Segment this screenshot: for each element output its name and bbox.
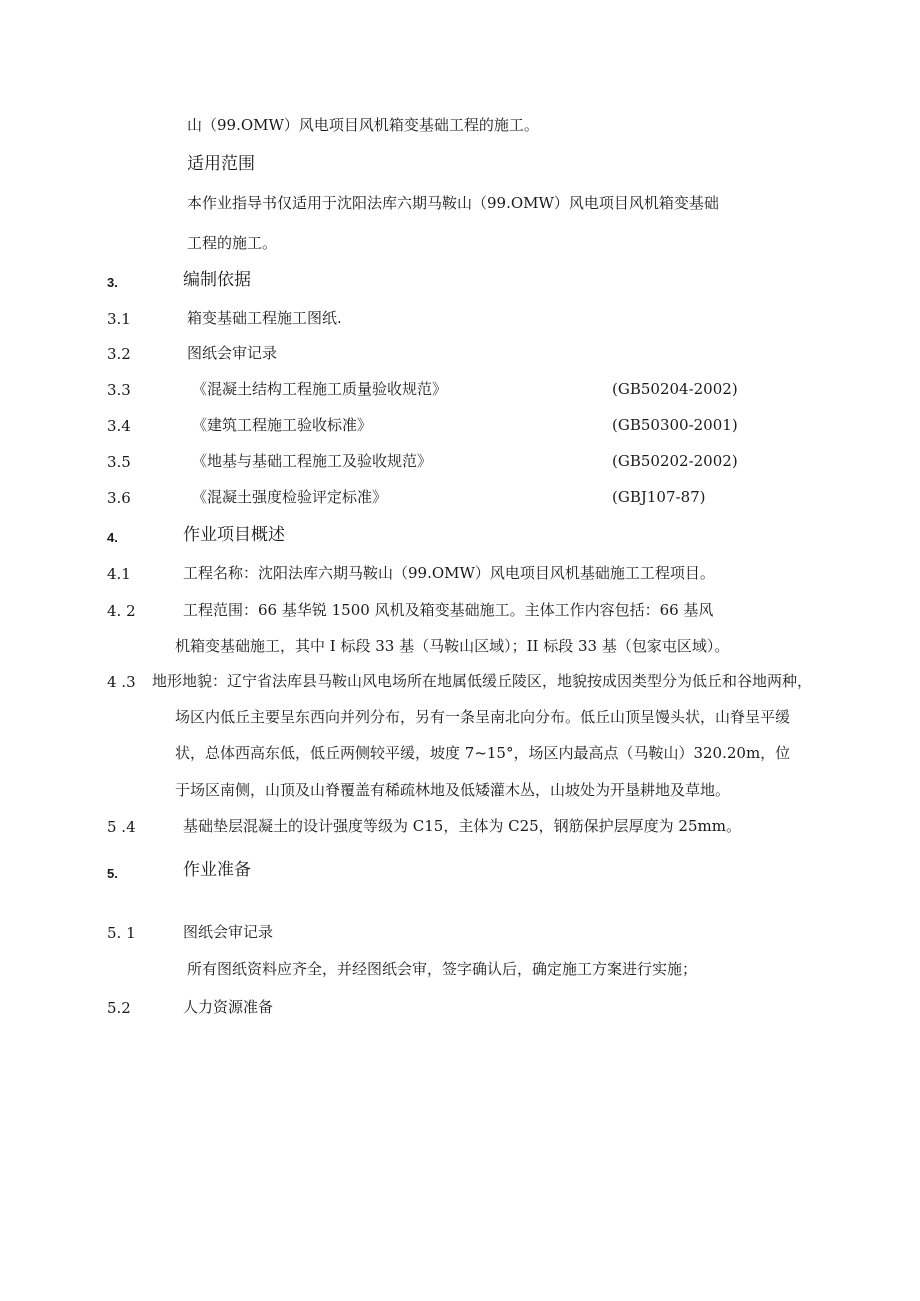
continuation-line: 山（99.OMW）风电项目风机箱变基础工程的施工。 xyxy=(187,116,539,134)
item-4-3-line-3: 状，总体西高东低，低丘两侧较平缓，坡度 7~15°，场区内最高点（马鞍山）320.20m，位 xyxy=(175,744,791,762)
item-4-1-number: 4.1 xyxy=(107,565,131,583)
basis-text: 《建筑工程施工验收标准》 xyxy=(192,416,373,434)
basis-text: 箱变基础工程施工图纸. xyxy=(187,309,342,327)
scope-line-1: 本作业指导书仅适用于沈阳法库六期马鞍山（99.OMW）风电项目风机箱变基础 xyxy=(187,194,719,212)
basis-number: 3.5 xyxy=(107,453,131,471)
section-4-number: 4. xyxy=(107,530,118,545)
item-4-3-line-1: 地形地貌：辽宁省法库县马鞍山风电场所在地属低缓丘陵区，地貌按成因类型分为低丘和谷地两种， xyxy=(152,672,813,690)
basis-code: (GB50204-2002) xyxy=(612,380,738,398)
basis-text: 《混凝土强度检验评定标准》 xyxy=(192,488,388,506)
basis-text: 图纸会审记录 xyxy=(187,344,278,362)
section-3-title: 编制依据 xyxy=(183,270,251,290)
basis-code: (GB50300-2001) xyxy=(612,416,738,434)
basis-code: (GBJ107-87) xyxy=(612,488,706,506)
item-5-1-text: 所有图纸资料应齐全，并经图纸会审，签字确认后，确定施工方案进行实施； xyxy=(187,960,698,978)
item-4-4-number: 5 .4 xyxy=(107,818,136,836)
section-3-number: 3. xyxy=(107,275,118,290)
item-5-1-title: 图纸会审记录 xyxy=(183,923,274,941)
section-5-number: 5. xyxy=(107,866,118,881)
basis-text: 《混凝土结构工程施工质量验收规范》 xyxy=(192,380,448,398)
section-5-title: 作业准备 xyxy=(183,860,251,880)
basis-number: 3.3 xyxy=(107,381,131,399)
basis-number: 3.2 xyxy=(107,345,131,363)
basis-number: 3.1 xyxy=(107,310,131,328)
item-4-2-number: 4. 2 xyxy=(107,602,136,620)
basis-text: 《地基与基础工程施工及验收规范》 xyxy=(192,452,433,470)
item-4-3-line-2: 场区内低丘主要呈东西向并列分布，另有一条呈南北向分布。低丘山顶呈馒头状，山脊呈平缓 xyxy=(175,708,791,726)
item-4-3-number: 4 .3 xyxy=(107,673,136,691)
item-4-3-line-4: 于场区南侧，山顶及山脊覆盖有稀疏林地及低矮灌木丛，山坡处为开垦耕地及草地。 xyxy=(175,781,731,799)
item-4-2-line-1: 工程范围：66 基华锐 1500 风机及箱变基础施工。主体工作内容包括：66 基风 xyxy=(183,601,714,619)
item-5-1-number: 5. 1 xyxy=(107,924,136,942)
section-4-title: 作业项目概述 xyxy=(183,525,285,545)
item-4-2-line-2: 机箱变基础施工，其中 I 标段 33 基（马鞍山区域）；II 标段 33 基（包家屯区域）。 xyxy=(175,637,730,655)
item-5-2-title: 人力资源准备 xyxy=(183,998,274,1016)
item-4-4-text: 基础垫层混凝土的设计强度等级为 C15，主体为 C25，钢筋保护层厚度为 25mm。 xyxy=(183,817,741,835)
item-4-1-text: 工程名称：沈阳法库六期马鞍山（99.OMW）风电项目风机基础施工工程项目。 xyxy=(183,564,715,582)
basis-number: 3.4 xyxy=(107,417,131,435)
item-5-2-number: 5.2 xyxy=(107,999,131,1017)
basis-number: 3.6 xyxy=(107,489,131,507)
basis-code: (GB50202-2002) xyxy=(612,452,738,470)
scope-line-2: 工程的施工。 xyxy=(187,234,278,252)
scope-heading: 适用范围 xyxy=(187,154,255,174)
